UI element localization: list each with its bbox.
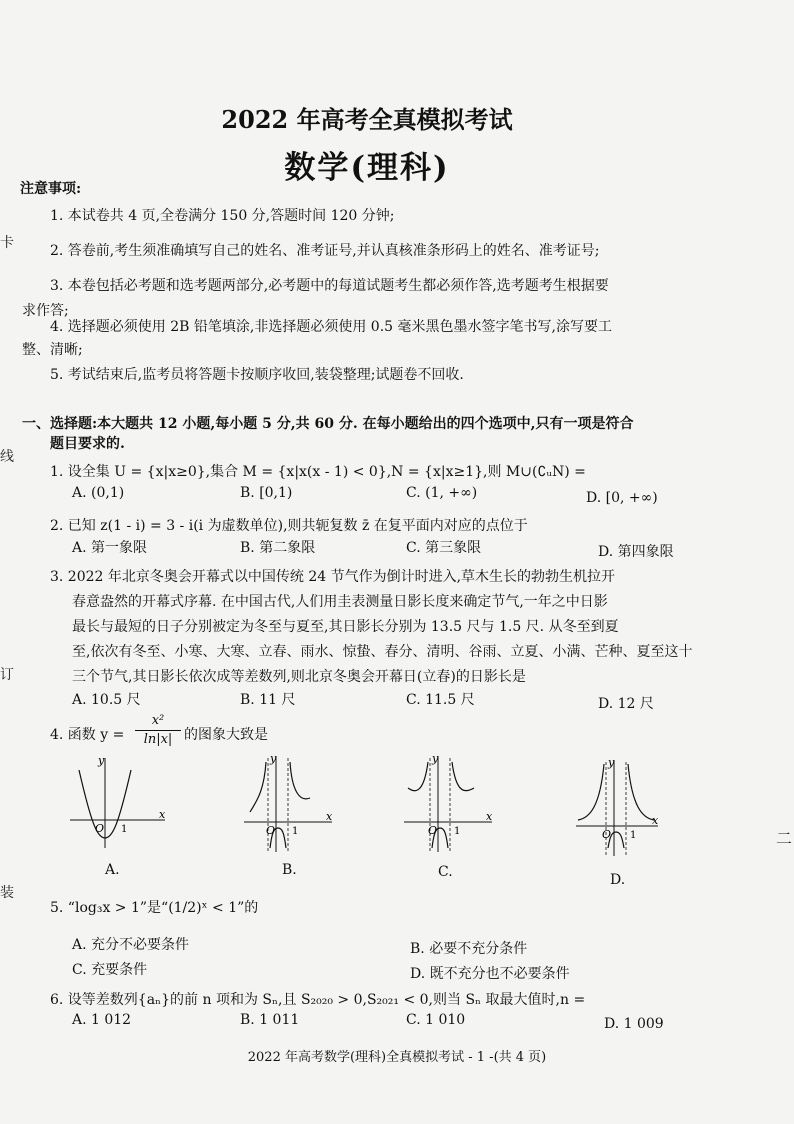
svg-text:O: O: [428, 824, 438, 837]
question-3-line-1: 3. 2022 年北京冬奥会开幕式以中国传统 24 节气作为倒计时进入,草木生长的勃勃生机拉开: [50, 569, 616, 585]
q6-option-d: D. 1 009: [604, 1016, 664, 1032]
notice-item-1: 1. 本试卷共 4 页,全卷满分 150 分,答题时间 120 分钟;: [50, 208, 395, 224]
q2-option-d: D. 第四象限: [598, 544, 674, 560]
q2-option-a: A. 第一象限: [72, 540, 148, 556]
svg-text:x: x: [159, 808, 166, 821]
question-5-stem: 5. “log₃x > 1”是“(1/2)ˣ < 1”的: [50, 900, 259, 916]
notice-item-5: 5. 考试结束后,监考员将答题卡按顺序收回,装袋整理;试题卷不回收.: [50, 367, 464, 383]
svg-text:O: O: [266, 824, 276, 837]
question-3-line-3: 最长与最短的日子分别被定为冬至与夏至,其日影长分别为 13.5 尺与 1.5 尺. 从冬至到夏: [72, 619, 619, 635]
q3-option-b: B. 11 尺: [240, 692, 296, 708]
question-4-stem-suffix: 的图象大致是: [184, 727, 268, 743]
q1-option-c: C. (1, +∞): [406, 485, 478, 501]
margin-mark-line: 线: [0, 449, 14, 465]
q5-option-a: A. 充分不必要条件: [72, 937, 190, 953]
margin-mark-right: 二: [776, 829, 793, 848]
notice-item-3: 3. 本卷包括必考题和选考题两部分,必考题中的每道试题考生都必须作答,选考题考生根据要: [50, 278, 609, 294]
svg-text:O: O: [95, 822, 105, 835]
q1-option-b: B. [0,1): [240, 485, 293, 501]
section-heading: 一、选择题:本大题共 12 小题,每小题 5 分,共 60 分. 在每小题给出的四个选项中,只有一项是符合: [22, 416, 634, 432]
q3-option-d: D. 12 尺: [598, 696, 654, 712]
q4-graph-a-label: A.: [105, 862, 120, 878]
q6-option-c: C. 1 010: [406, 1012, 466, 1028]
question-2-stem: 2. 已知 z(1 - i) = 3 - i(i 为虚数单位),则共轭复数 z̄ 在复平面内对应的点位于: [50, 518, 528, 534]
q1-option-d: D. [0, +∞): [586, 490, 658, 506]
q4-graph-b-label: B.: [282, 862, 297, 878]
svg-text:y: y: [98, 754, 105, 767]
q2-option-b: B. 第二象限: [240, 540, 316, 556]
svg-text:y: y: [270, 752, 277, 765]
q4-denominator: ln|x|: [143, 732, 173, 747]
margin-mark-fix: 装: [0, 885, 14, 901]
margin-mark-card: 卡: [0, 235, 14, 251]
question-3-line-2: 春意盎然的开幕式序幕. 在中国古代,人们用圭表测量日影长度来确定节气,一年之中日影: [72, 594, 608, 610]
page-footer: 2022 年高考数学(理科)全真模拟考试 - 1 -(共 4 页): [247, 1050, 547, 1065]
q4-numerator: x²: [151, 713, 165, 728]
svg-text:y: y: [432, 752, 439, 765]
q1-option-a: A. (0,1): [72, 485, 125, 501]
q4-graph-d-label: D.: [610, 872, 626, 888]
notice-item-4: 4. 选择题必须使用 2B 铅笔填涂,非选择题必须使用 0.5 毫米黑色墨水签字笔书写,涂写要工: [50, 319, 612, 335]
svg-text:x: x: [326, 810, 333, 823]
q4-graph-a: [65, 752, 175, 852]
margin-mark-bind: 订: [0, 667, 14, 683]
notice-item-4-cont: 整、清晰;: [22, 342, 83, 358]
svg-text:x: x: [486, 810, 493, 823]
svg-text:1: 1: [121, 824, 128, 835]
q4-graph-d: [572, 756, 662, 860]
notice-item-2: 2. 答卷前,考生须准确填写自己的姓名、准考证号,并认真核准条形码上的姓名、准考证号;: [50, 243, 600, 259]
question-1-stem: 1. 设全集 U = {x|x≥0},集合 M = {x|x(x - 1) < 0},N = {x|x≥1},则 M∪(∁ᵤN) =: [50, 464, 586, 480]
question-3-line-4: 至,依次有冬至、小寒、大寒、立春、雨水、惊蛰、春分、清明、谷雨、立夏、小满、芒种、夏至这十: [72, 644, 693, 660]
q6-option-b: B. 1 011: [240, 1012, 300, 1028]
q5-option-d: D. 既不充分也不必要条件: [410, 966, 570, 982]
notice-heading: 注意事项:: [20, 181, 82, 197]
q4-graph-b: [240, 752, 340, 856]
question-4-stem-prefix: 4. 函数 y =: [50, 727, 125, 743]
q4-graph-c-label: C.: [438, 864, 453, 880]
subject-title: 数学(理科): [284, 150, 450, 186]
exam-title: 2022 年高考全真模拟考试: [221, 105, 513, 134]
q3-option-a: A. 10.5 尺: [72, 692, 141, 708]
q5-option-c: C. 充要条件: [72, 962, 148, 978]
question-6-stem: 6. 设等差数列{aₙ}的前 n 项和为 Sₙ,且 S₂₀₂₀ > 0,S₂₀₂₁ < 0,则当 Sₙ 取最大值时,n =: [50, 992, 586, 1008]
section-heading-cont: 题目要求的.: [50, 436, 125, 452]
svg-text:y: y: [608, 756, 615, 769]
q4-graph-c: [400, 752, 500, 856]
q4-fraction-bar: [135, 730, 181, 731]
q2-option-c: C. 第三象限: [406, 540, 482, 556]
svg-text:O: O: [602, 828, 612, 841]
svg-text:x: x: [652, 814, 659, 827]
svg-text:1: 1: [454, 826, 461, 837]
svg-text:1: 1: [630, 830, 637, 841]
question-3-line-5: 三个节气,其日影长依次成等差数列,则北京冬奥会开幕日(立春)的日影长是: [72, 669, 526, 685]
svg-text:1: 1: [292, 826, 299, 837]
q5-option-b: B. 必要不充分条件: [410, 941, 528, 957]
q3-option-c: C. 11.5 尺: [406, 692, 475, 708]
notice-item-3-cont: 求作答;: [22, 303, 69, 319]
q6-option-a: A. 1 012: [72, 1012, 132, 1028]
